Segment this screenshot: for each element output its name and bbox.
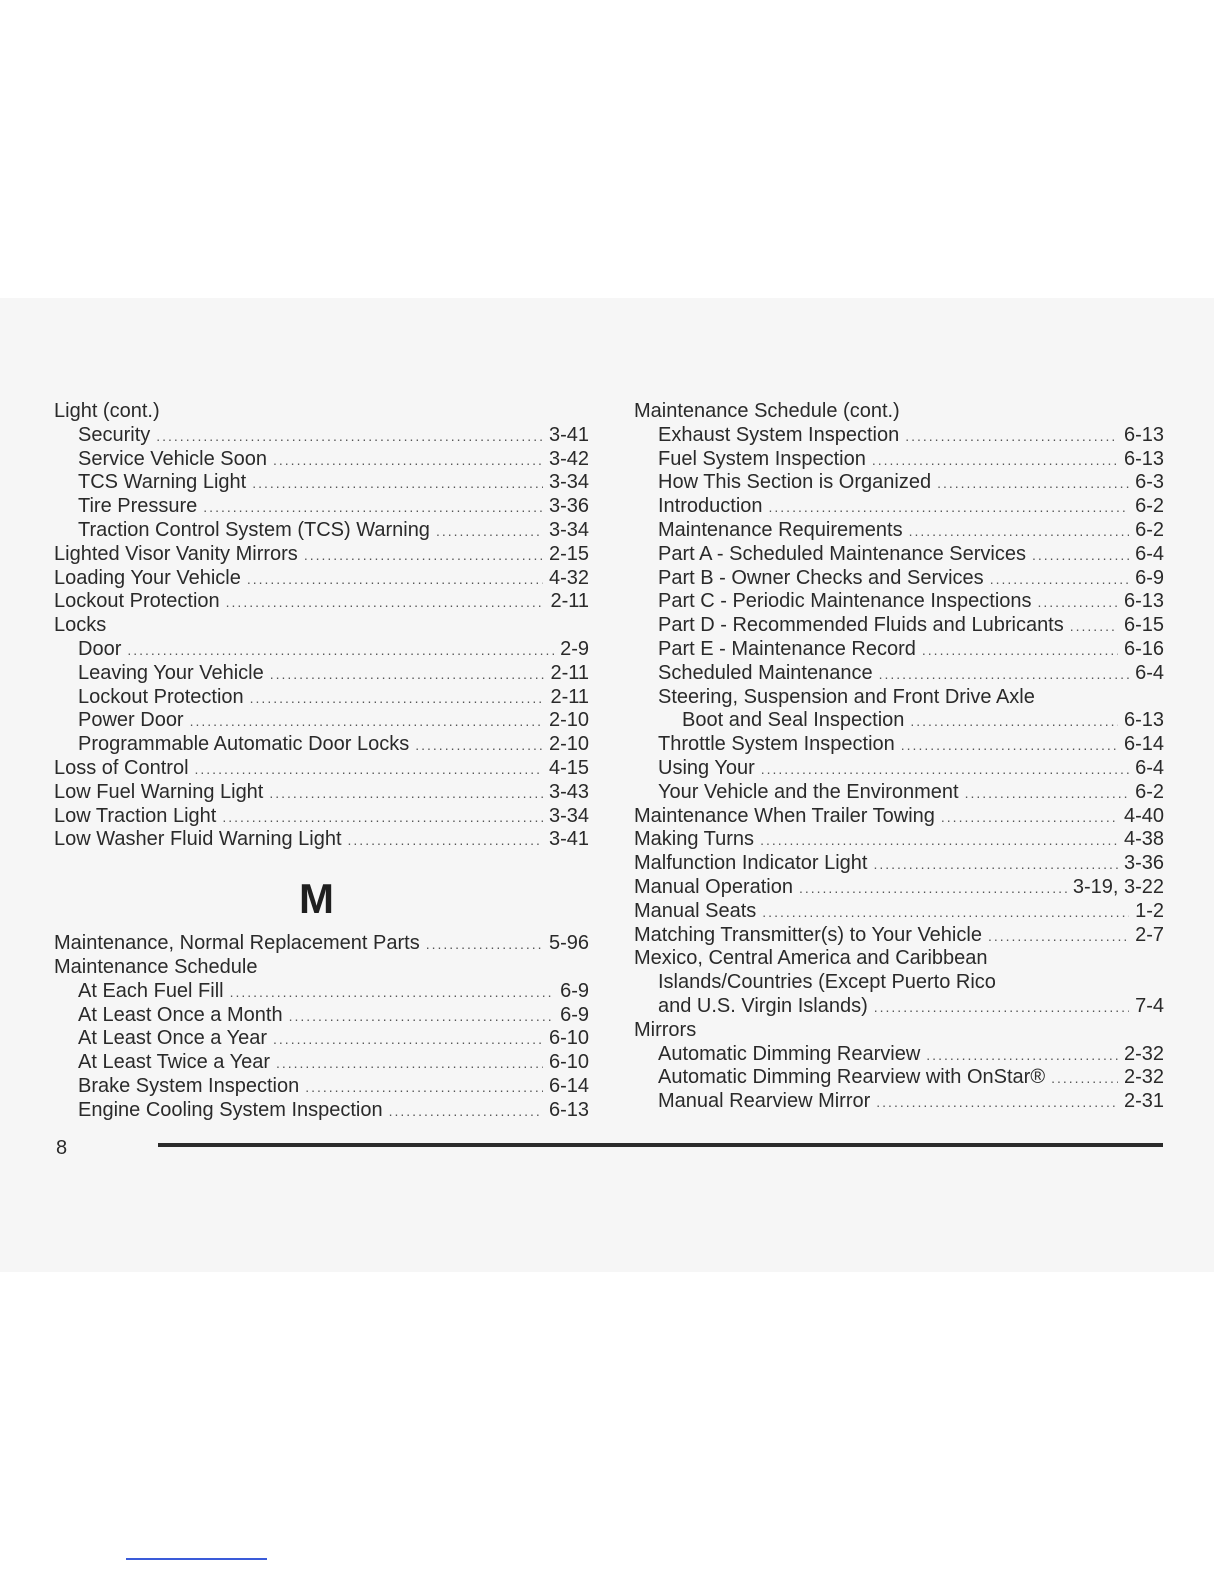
index-entry-text: Exhaust System Inspection xyxy=(658,423,900,446)
index-entry-page: 4-38 xyxy=(1123,828,1164,851)
index-entry-page: 3-42 xyxy=(548,447,589,470)
dot-leader xyxy=(289,1005,555,1029)
index-entry-page: 6-9 xyxy=(1135,566,1164,589)
index-entry-page: 3-36 xyxy=(548,495,589,518)
index-entry-text: At Least Once a Year xyxy=(78,1027,268,1050)
index-entry-page: 6-2 xyxy=(1135,495,1164,518)
dot-leader xyxy=(273,1028,543,1052)
dot-leader xyxy=(901,734,1118,758)
index-entry-text: Fuel System Inspection xyxy=(658,447,866,470)
dot-leader xyxy=(127,639,554,663)
index-entry-text: Locks xyxy=(54,614,107,637)
index-entry-page: 6-13 xyxy=(1123,447,1164,470)
index-entry xyxy=(54,519,589,543)
dot-leader xyxy=(922,639,1118,663)
index-entry-text: Leaving Your Vehicle xyxy=(78,661,264,684)
dot-leader xyxy=(941,806,1118,830)
index-entry-text: Loss of Control xyxy=(54,756,189,779)
dot-leader xyxy=(990,568,1129,592)
dot-leader xyxy=(761,758,1129,782)
index-entry xyxy=(634,424,1164,448)
index-entry-page: 2-11 xyxy=(550,685,589,708)
index-entry xyxy=(634,852,1164,876)
index-entry xyxy=(54,980,589,1004)
index-entry-text: Part C - Periodic Maintenance Inspections xyxy=(658,590,1032,613)
index-entry-text: Maintenance, Normal Replacement Parts xyxy=(54,932,420,955)
index-entry-text: Maintenance When Trailer Towing xyxy=(634,804,935,827)
dot-leader xyxy=(1032,544,1129,568)
index-entry-text: Lockout Protection xyxy=(54,590,220,613)
dot-leader xyxy=(273,449,543,473)
index-entry-text: Power Door xyxy=(78,709,184,732)
index-entry xyxy=(54,590,589,614)
dot-leader xyxy=(190,710,543,734)
index-entry-page: 6-3 xyxy=(1135,471,1164,494)
index-entry-page: 6-14 xyxy=(548,1074,589,1097)
index-entry-text: Mirrors xyxy=(634,1018,697,1041)
index-entry-text: Maintenance Requirements xyxy=(658,518,903,541)
dot-leader xyxy=(873,853,1118,877)
index-entry-page: 3-41 xyxy=(548,828,589,851)
index-entry-text: Islands/Countries (Except Puerto Rico xyxy=(658,971,996,994)
index-entry-page: 3-34 xyxy=(548,518,589,541)
dot-leader xyxy=(247,568,543,592)
index-entry xyxy=(54,1099,589,1123)
dot-leader xyxy=(762,901,1129,925)
index-entry-page: 6-2 xyxy=(1135,518,1164,541)
index-entry-page: 6-4 xyxy=(1135,756,1164,779)
index-entry-page: 3-19, 3-22 xyxy=(1072,875,1164,898)
dot-leader xyxy=(270,663,545,687)
index-entry xyxy=(634,471,1164,495)
index-entry-text: Low Fuel Warning Light xyxy=(54,780,264,803)
dot-leader xyxy=(910,710,1118,734)
index-entry xyxy=(634,709,1164,733)
index-entry-page: 6-10 xyxy=(548,1051,589,1074)
dot-leader xyxy=(1070,615,1118,639)
index-entry-text: At Each Fuel Fill xyxy=(78,979,224,1002)
index-entry-text: Using Your xyxy=(658,756,755,779)
index-entry-text: Automatic Dimming Rearview xyxy=(658,1042,921,1065)
index-entry xyxy=(634,495,1164,519)
index-entry xyxy=(634,757,1164,781)
index-entry xyxy=(634,900,1164,924)
index-entry-text: Automatic Dimming Rearview with OnStar® xyxy=(658,1066,1046,1089)
index-entry-page: 3-34 xyxy=(548,804,589,827)
index-entry-page: 7-4 xyxy=(1135,994,1164,1017)
index-entry-page: 6-14 xyxy=(1123,733,1164,756)
footer-rule xyxy=(158,1143,1163,1147)
index-entry-text: Lockout Protection xyxy=(78,685,244,708)
index-entry-text: At Least Once a Month xyxy=(78,1003,283,1026)
index-entry-text: Traction Control System (TCS) Warning xyxy=(78,518,430,541)
index-entry xyxy=(54,781,589,805)
index-entry xyxy=(54,400,589,424)
index-entry-page: 1-2 xyxy=(1135,899,1164,922)
dot-leader xyxy=(909,520,1130,544)
index-entry-text: Part E - Maintenance Record xyxy=(658,637,916,660)
index-entry xyxy=(634,614,1164,638)
index-entry xyxy=(634,828,1164,852)
index-entry-text: Door xyxy=(78,637,122,660)
page-number: 8 xyxy=(56,1137,68,1159)
index-entry xyxy=(634,567,1164,591)
index-entry-text: Low Washer Fluid Warning Light xyxy=(54,828,342,851)
index-entry-text: Part A - Scheduled Maintenance Services xyxy=(658,542,1026,565)
index-entry-page: 6-13 xyxy=(548,1098,589,1121)
index-entry-page: 6-13 xyxy=(1123,423,1164,446)
dot-leader xyxy=(156,425,543,449)
index-entry xyxy=(634,519,1164,543)
dot-leader xyxy=(389,1100,543,1124)
index-entry-page: 6-10 xyxy=(548,1027,589,1050)
index-entry-text: Scheduled Maintenance xyxy=(658,661,873,684)
dot-leader xyxy=(304,544,543,568)
index-entry-text: How This Section is Organized xyxy=(658,471,932,494)
index-entry xyxy=(54,614,589,638)
dot-leader xyxy=(760,829,1118,853)
index-entry-page: 2-10 xyxy=(548,709,589,732)
index-column-left xyxy=(54,400,589,1123)
index-entry xyxy=(54,638,589,662)
index-entry-page: 3-41 xyxy=(548,423,589,446)
index-entry-page: 4-32 xyxy=(548,566,589,589)
dot-leader xyxy=(988,925,1129,949)
index-entry-text: TCS Warning Light xyxy=(78,471,247,494)
index-entry-text: Malfunction Indicator Light xyxy=(634,852,868,875)
index-entry-text: Tire Pressure xyxy=(78,495,198,518)
index-entry xyxy=(54,805,589,829)
dot-leader xyxy=(305,1076,543,1100)
dot-leader xyxy=(252,472,543,496)
index-entry-text: Maintenance Schedule xyxy=(54,955,258,978)
index-entry xyxy=(54,709,589,733)
dot-leader xyxy=(415,734,543,758)
section-letter-heading: M xyxy=(299,875,334,923)
index-entry-page: 3-36 xyxy=(1123,852,1164,875)
dot-leader xyxy=(269,782,543,806)
index-entry xyxy=(634,995,1164,1019)
index-entry-text: Making Turns xyxy=(634,828,755,851)
index-entry-page: 2-11 xyxy=(550,590,589,613)
index-entry xyxy=(634,1090,1164,1114)
index-entry-text: Engine Cooling System Inspection xyxy=(78,1098,383,1121)
index-entry-page: 6-4 xyxy=(1135,661,1164,684)
index-entry-page: 6-2 xyxy=(1135,780,1164,803)
index-entry xyxy=(54,932,589,956)
dot-leader xyxy=(879,663,1129,687)
index-entry-text: Manual Seats xyxy=(634,899,757,922)
index-entry-text: Loading Your Vehicle xyxy=(54,566,241,589)
index-entry-text: and U.S. Virgin Islands) xyxy=(658,994,868,1017)
index-entry-text: Steering, Suspension and Front Drive Axle xyxy=(658,685,1035,708)
index-entry-page: 5-96 xyxy=(548,932,589,955)
index-entry-page: 2-9 xyxy=(560,637,589,660)
dot-leader xyxy=(965,782,1130,806)
index-entry-page: 6-15 xyxy=(1123,614,1164,637)
index-entry xyxy=(634,947,1164,971)
index-entry-page: 6-9 xyxy=(560,979,589,1002)
index-entry xyxy=(634,805,1164,829)
index-entry-text: Part D - Recommended Fluids and Lubricants xyxy=(658,614,1064,637)
entries-group-l xyxy=(54,400,589,852)
index-entry xyxy=(634,448,1164,472)
dot-leader xyxy=(872,449,1118,473)
dot-leader xyxy=(876,1091,1118,1115)
index-entry-text: Programmable Automatic Door Locks xyxy=(78,733,410,756)
index-entry xyxy=(634,1019,1164,1043)
index-entry-text: Manual Operation xyxy=(634,875,793,898)
index-entry xyxy=(54,448,589,472)
index-entry xyxy=(54,662,589,686)
index-entry-page: 6-9 xyxy=(560,1003,589,1026)
index-entry xyxy=(54,1027,589,1051)
index-entry xyxy=(54,956,589,980)
dot-leader xyxy=(276,1052,543,1076)
index-entry-page: 2-10 xyxy=(548,733,589,756)
index-entry-page: 6-16 xyxy=(1123,637,1164,660)
index-entry-text: Introduction xyxy=(658,495,763,518)
index-entry-text: Part B - Owner Checks and Services xyxy=(658,566,984,589)
index-entry xyxy=(634,400,1164,424)
index-entry xyxy=(54,1075,589,1099)
index-entry xyxy=(634,733,1164,757)
index-entry-page: 3-43 xyxy=(548,780,589,803)
dot-leader xyxy=(769,496,1130,520)
bottom-link-underline xyxy=(126,1558,267,1560)
dot-leader xyxy=(203,496,543,520)
index-entry xyxy=(634,590,1164,614)
dot-leader xyxy=(1038,591,1118,615)
dot-leader xyxy=(195,758,543,782)
dot-leader xyxy=(1051,1067,1118,1091)
index-entry-text: Manual Rearview Mirror xyxy=(658,1090,871,1113)
dot-leader xyxy=(230,981,554,1005)
index-entry-page: 4-40 xyxy=(1123,804,1164,827)
index-entry xyxy=(54,1051,589,1075)
dot-leader xyxy=(937,472,1129,496)
dot-leader xyxy=(799,877,1067,901)
dot-leader xyxy=(348,829,543,853)
index-entry-page: 2-32 xyxy=(1123,1066,1164,1089)
index-entry-text: At Least Twice a Year xyxy=(78,1051,270,1074)
index-entry-text: Lighted Visor Vanity Mirrors xyxy=(54,542,298,565)
index-entry-page: 2-15 xyxy=(548,542,589,565)
dot-leader xyxy=(222,806,543,830)
index-entry-text: Your Vehicle and the Environment xyxy=(658,780,959,803)
index-entry xyxy=(634,924,1164,948)
index-entry-text: Light (cont.) xyxy=(54,400,160,422)
index-entry xyxy=(634,638,1164,662)
entries-group-maintenance xyxy=(634,400,1164,1114)
index-entry xyxy=(54,733,589,757)
index-entry-page: 2-31 xyxy=(1123,1090,1164,1113)
index-entry xyxy=(54,828,589,852)
index-entry xyxy=(634,876,1164,900)
dot-leader xyxy=(905,425,1118,449)
index-entry xyxy=(634,686,1164,710)
index-column-right xyxy=(634,400,1164,1114)
dot-leader xyxy=(436,520,543,544)
index-entry-text: Low Traction Light xyxy=(54,804,217,827)
index-entry-page: 4-15 xyxy=(548,756,589,779)
index-entry xyxy=(54,495,589,519)
index-entry-text: Service Vehicle Soon xyxy=(78,447,268,470)
index-entry xyxy=(634,1066,1164,1090)
index-entry-page: 6-13 xyxy=(1123,590,1164,613)
index-entry-page: 3-34 xyxy=(548,471,589,494)
index-entry xyxy=(54,567,589,591)
index-entry-page: 6-4 xyxy=(1135,542,1164,565)
index-entry xyxy=(634,662,1164,686)
index-entry-text: Maintenance Schedule (cont.) xyxy=(634,400,900,422)
index-entry-text: Boot and Seal Inspection xyxy=(682,709,905,732)
index-entry-page: 2-7 xyxy=(1135,923,1164,946)
index-entry-text: Brake System Inspection xyxy=(78,1074,300,1097)
index-entry-page: 6-13 xyxy=(1123,709,1164,732)
dot-leader xyxy=(426,933,543,957)
index-entry xyxy=(634,543,1164,567)
dot-leader xyxy=(874,996,1129,1020)
index-entry xyxy=(54,757,589,781)
index-entry-text: Mexico, Central America and Caribbean xyxy=(634,947,988,970)
index-entry xyxy=(634,781,1164,805)
entries-group-m xyxy=(54,932,589,1122)
dot-leader xyxy=(926,1044,1118,1068)
index-entry-text: Security xyxy=(78,423,151,446)
index-entry-text: Matching Transmitter(s) to Your Vehicle xyxy=(634,923,982,946)
index-entry xyxy=(54,471,589,495)
index-entry-text: Throttle System Inspection xyxy=(658,733,895,756)
index-entry xyxy=(54,1004,589,1028)
index-entry-page: 2-32 xyxy=(1123,1042,1164,1065)
dot-leader xyxy=(226,591,545,615)
dot-leader xyxy=(250,687,545,711)
index-entry xyxy=(54,424,589,448)
index-entry xyxy=(54,686,589,710)
index-entry xyxy=(634,1043,1164,1067)
index-entry xyxy=(54,543,589,567)
index-entry xyxy=(634,971,1164,995)
index-entry-page: 2-11 xyxy=(550,661,589,684)
